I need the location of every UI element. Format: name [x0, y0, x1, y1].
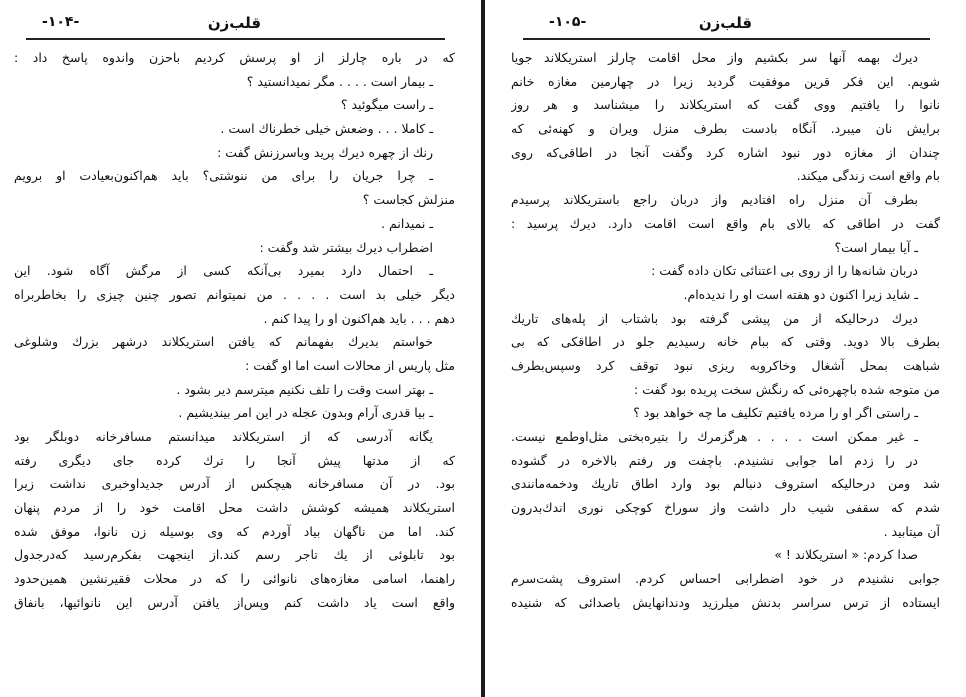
text-line: جوابی نشنیدم در خود اضطرابی احساس کردم. استروف پشت‌سرم [511, 571, 940, 587]
text-line: دیرك بهمه آنها سر بکشیم واز محل اقامت چارلز استریکلاند جویا [511, 50, 918, 65]
text-line: مثل پاریس از محالات است اما او گفت : [245, 357, 455, 373]
left-page-body [14, 42, 455, 615]
text-line: راهنما، اسامی مغازه‌های نانوائی را که در محلات فقیرنشین همین‌حدود [14, 571, 455, 587]
text-line: صدا کردم: « استریکلاند ! » [774, 547, 918, 563]
right-running-title: قلب‌زن [698, 14, 753, 32]
text-line: ـ چرا جریان را برای من ننوشتی؟ باید هم‌اکنون‌بعیادت او برویم [14, 168, 433, 184]
right-header-rule [523, 38, 930, 40]
text-line: بود. در آن مسافرخانه هیچکس از آدرس جدیداوخبری نداشت زیرا [14, 476, 455, 492]
text-line: ـ احتمال دارد بمیرد بی‌آنکه کسی از مرگش آگاه شود. این [14, 263, 433, 279]
text-line: رنك از چهره دیرك پرید وباسرزنش گفت : [217, 144, 433, 160]
text-line: استریکلاند همیشه کوشش داشت محل اقامت خود را از مردم پنهان [14, 500, 455, 516]
text-line: که در باره چارلز از او پرسش کردیم باحزن واندوه پاسخ داد : [14, 50, 455, 65]
text-line: ـ راستی اگر او را مرده یافتیم تکلیف ما چه خواهد بود ؟ [633, 405, 918, 421]
text-line: یگانه آدرسی که از استریکلاند میدانستم مسافرخانه دوبلگر بود [14, 429, 433, 444]
text-line: گفت در اطاقی که بالای بام واقع است اقامت دارد. دیرك پرسید : [511, 215, 940, 231]
right-page-header [511, 0, 940, 38]
text-line: دیرك درحالیکه از من پیشی گرفته بود باشتاب از پله‌های تاریك [511, 310, 918, 326]
text-line: واقع است یاد داشت کنم وپس‌از یافتن آدرس این نانوائیها، بانفاق [14, 594, 455, 610]
text-line: آن میتابید . [883, 523, 940, 539]
text-line: ـ بهتر است وقت را تلف نکنیم میترسم دیر بشود . [176, 381, 433, 397]
text-line: شدم که سقفی شیب دار داشت واز سوراخ کوچکی نوری اندك‌بدرون [511, 500, 940, 516]
text-line: ـ غیر ممکن است . . . . هرگز‌مرك را بتیره‌بختی مثل‌اوطمع نیست. [511, 429, 918, 444]
text-line: کند. اما من ناگهان بیاد آوردم که وی بوسیله زن نانوا، موفق شده [14, 523, 455, 539]
text-line: شد ومن درحالیکه استروف دنبالم بود وارد اطاق تاریك ودخمه‌مانندی [511, 476, 940, 492]
left-running-title: قلب‌زن [207, 14, 262, 32]
text-line: چندان از مغازه دور نبود اشاره کرد وگفت آنجا در اطاقی‌که روی [511, 144, 940, 160]
text-line: ـ نمیدانم . [381, 215, 433, 231]
text-line: برایش نان میبرد. آنگاه بادست بطرف منزل ویران و کهنه‌ئی که [511, 121, 940, 137]
text-line: ـ راست میگوئید ؟ [340, 97, 433, 113]
text-line: ـ کاملا . . . وضعش خیلی خطرناك است . [220, 121, 433, 137]
text-line: بام واقع است زندگی میکند. [796, 168, 940, 184]
text-line: که از مدتها پیش آنجا را ترك کرده جای دیگری رفته [14, 452, 455, 468]
text-line: منزلش کجاست ؟ [362, 192, 455, 208]
text-line: ـ شاید زیرا اکنون دو هفته است او را ندیده‌ام. [683, 286, 918, 302]
left-header-rule [26, 38, 445, 40]
text-line: شویم. این فکر قرین موفقیت گردید زیرا در چهارمین مغازه خانم [511, 73, 940, 89]
right-page-body [511, 42, 940, 615]
text-line: اضطراب دیرك بیشتر شد وگفت : [259, 239, 433, 255]
right-page-number: -۱۰۵- [549, 14, 587, 30]
text-line: دربان شانه‌ها را از روی بی اعتنائی تکان داده گفت : [651, 263, 918, 279]
text-line: خواستم بدیرك بفهمانم که یافتن استریکلاند درشهر بزرك وشلوغی [14, 334, 433, 350]
text-line: من متوجه شده باچهره‌ئی که رنگش سخت پریده بود گفت : [633, 381, 940, 397]
left-page [0, 0, 481, 697]
left-page-number: -۱۰۴- [42, 14, 80, 30]
text-line: دیگر خیلی بد است . . . . من نمیتوانم تصور چنین چیزی را بخاطربراه [14, 286, 455, 302]
text-line: ـ آیا بیمار است؟ [834, 239, 918, 255]
text-line: شباهت بمحل آشغال وخاکروبه ریزی نبود توقف کرد وسپس‌بطرف [511, 357, 940, 373]
text-line: ـ بیا قدری آرام وبدون عجله در این امر بیندیشیم . [178, 405, 433, 421]
text-line: بود تابلوئی از یك تاجر رسم کند.از اینجهت بفکرم‌رسید که‌درجدول [14, 547, 455, 563]
right-page [485, 0, 966, 697]
text-line: در را زدم اما جوابی نشنیدم. باچفت ور رفتم بالاخره در گشوده [511, 452, 918, 468]
text-line: دهم . . . باید هم‌اکنون او را پیدا کنم . [263, 310, 455, 326]
text-line: ـ بیمار است . . . . مگر نمیدانستید ؟ [246, 73, 433, 89]
text-line: نانوا را یافتیم ووی گفت که استریکلاند را میشناسد و هر روز [511, 97, 940, 113]
text-line: بطرف بالا دوید. وقتی که ببام خانه رسیدیم جلو در اطاقکی که بی [511, 334, 940, 350]
left-page-header [14, 0, 455, 38]
text-line: بطرف آن منزل راه افتادیم واز دربان راجع باستریکلاند پرسیدم [511, 192, 918, 208]
text-line: ایستاده از ترس سراسر بدنش میلرزید ودندانهایش باصدائی که شنیده [511, 594, 940, 610]
